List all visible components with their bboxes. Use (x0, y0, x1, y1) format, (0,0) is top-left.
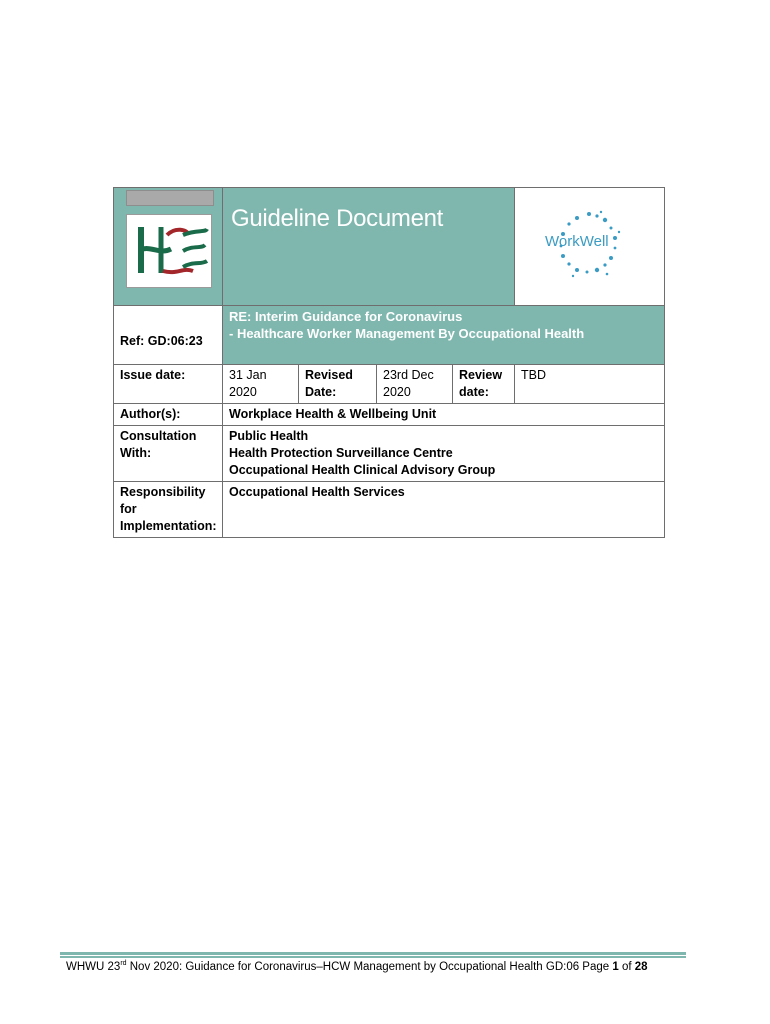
consultation-label-line2: With: (120, 446, 152, 460)
re-subject (223, 306, 665, 365)
page-number: 1 (612, 960, 619, 973)
workwell-logo-text: WorkWell (545, 233, 609, 250)
hse-logo-cell (114, 188, 223, 306)
consultation-label (114, 426, 223, 482)
responsibility-value: Occupational Health Services (223, 482, 665, 538)
responsibility-label-line3: Implementation: (120, 519, 217, 533)
footer-sup: rd (120, 960, 127, 967)
issue-date-value-line1: 31 Jan (229, 368, 267, 382)
revised-value-line2: 2020 (383, 385, 411, 399)
issue-date-value (223, 365, 299, 404)
document-control-table (113, 187, 665, 538)
workwell-logo-cell (515, 188, 665, 306)
responsibility-label (114, 482, 223, 538)
revised-date-label (299, 365, 377, 404)
responsibility-label-line1: Responsibility (120, 485, 206, 499)
workwell-logo (515, 188, 663, 300)
consultation-item: Public Health (229, 429, 309, 443)
ref-label: Ref: GD:06:23 (114, 306, 223, 365)
document-title-cell (223, 188, 515, 306)
page-footer (66, 960, 648, 973)
issue-date-value-line2: 2020 (229, 385, 257, 399)
consultation-label-line1: Consultation (120, 429, 197, 443)
footer-text: Nov 2020: Guidance for Coronavirus–HCW Management by Occupational Health GD:06 Page (126, 960, 613, 973)
review-date-label (453, 365, 515, 404)
revised-date-value (377, 365, 453, 404)
re-line-2: - Healthcare Worker Management By Occupational Health (229, 326, 585, 341)
page-total: 28 (634, 960, 648, 973)
hse-logo-icon (127, 215, 211, 287)
re-line-1: RE: Interim Guidance for Coronavirus (229, 309, 463, 324)
footer-divider-thin (60, 956, 686, 958)
authors-label: Author(s): (114, 404, 223, 426)
document-title: Guideline Document (231, 205, 444, 232)
revised-label-line1: Revised (305, 368, 353, 382)
review-label-line1: Review (459, 368, 503, 382)
review-label-line2: date: (459, 385, 489, 399)
consultation-item: Occupational Health Clinical Advisory Group (229, 463, 496, 477)
consultation-values (223, 426, 665, 482)
revised-value-line1: 23rd Dec (383, 368, 434, 382)
hse-logo (126, 214, 212, 288)
footer-prefix: WHWU 23 (66, 960, 121, 973)
footer-of: of (618, 960, 635, 973)
responsibility-label-line2: for (120, 502, 137, 516)
logo-bar (126, 190, 214, 206)
authors-value: Workplace Health & Wellbeing Unit (223, 404, 665, 426)
review-date-value: TBD (515, 365, 665, 404)
revised-label-line2: Date: (305, 385, 337, 399)
consultation-item: Health Protection Surveillance Centre (229, 446, 453, 460)
footer-divider (60, 952, 686, 955)
issue-date-label: Issue date: (114, 365, 223, 404)
